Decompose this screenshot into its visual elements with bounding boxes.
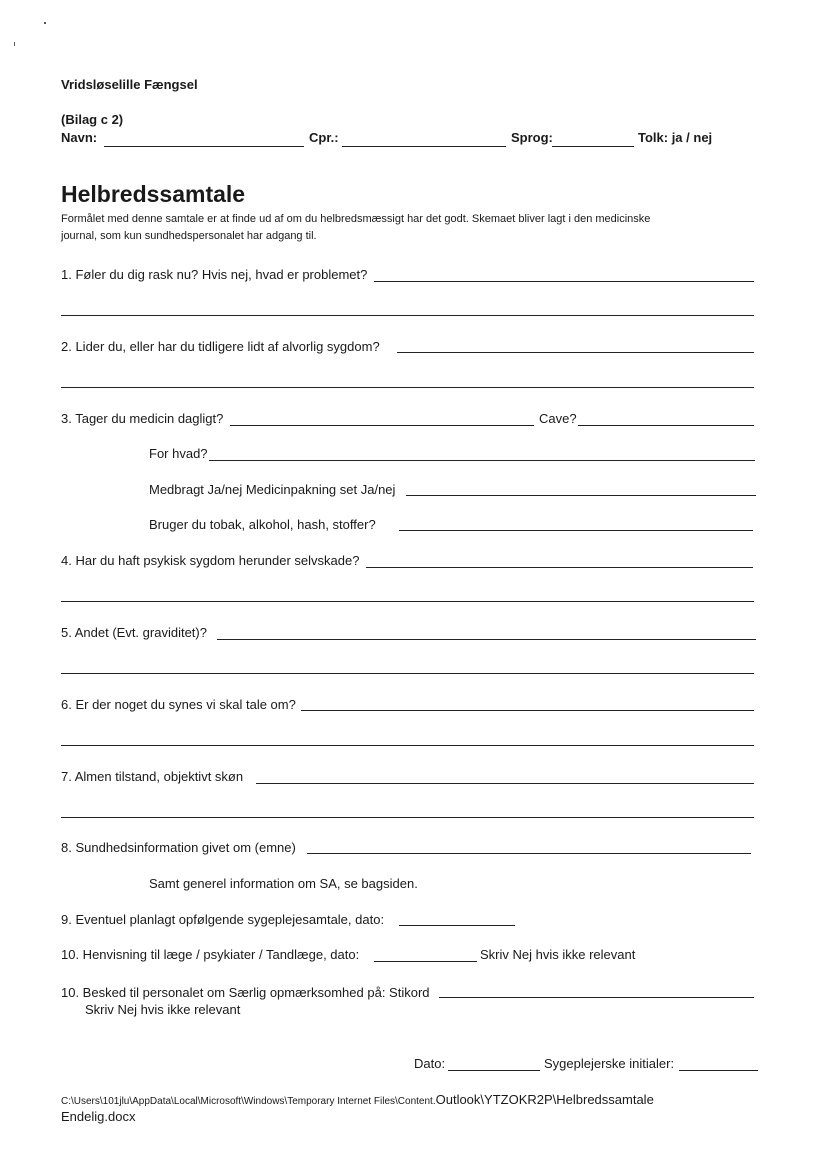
initials-field[interactable]	[679, 1070, 758, 1071]
medicine-brought-field[interactable]	[406, 495, 756, 496]
date-field[interactable]	[448, 1070, 540, 1071]
initials-label: Sygeplejerske initialer:	[544, 1056, 675, 1071]
scan-speck	[14, 42, 15, 46]
answer-1-line[interactable]	[374, 281, 754, 282]
name-field[interactable]	[104, 146, 304, 147]
answer-2-line-2[interactable]	[61, 387, 754, 388]
answer-5-line-2[interactable]	[61, 673, 754, 674]
answer-6-line[interactable]	[301, 710, 754, 711]
referral-date-field[interactable]	[374, 961, 477, 962]
page-title: Helbredssamtale	[61, 181, 246, 207]
answer-6-line-2[interactable]	[61, 745, 754, 746]
language-field[interactable]	[552, 146, 634, 147]
scan-speck	[44, 22, 46, 24]
intro-line-2: journal, som kun sundhedspersonalet har adgang til.	[61, 230, 317, 242]
answer-3-line[interactable]	[230, 425, 534, 426]
medicine-brought-label: Medbragt Ja/nej Medicinpakning set Ja/nej	[149, 482, 396, 497]
answer-1-line-2[interactable]	[61, 315, 754, 316]
answer-4-line[interactable]	[366, 567, 753, 568]
appendix-label: (Bilag c 2)	[61, 112, 124, 127]
general-info-note: Samt generel information om SA, se bagsiden.	[149, 876, 418, 891]
referral-note: Skriv Nej hvis ikke relevant	[480, 947, 636, 962]
name-label: Navn:	[61, 130, 98, 145]
answer-8-line[interactable]	[307, 853, 751, 854]
question-2: 2. Lider du, eller har du tidligere lidt af alvorlig sygdom?	[61, 339, 380, 354]
cave-field[interactable]	[578, 425, 754, 426]
question-4: 4. Har du haft psykisk sygdom herunder selvskade?	[61, 553, 360, 568]
answer-4-line-2[interactable]	[61, 601, 754, 602]
for-what-field[interactable]	[209, 460, 755, 461]
question-5: 5. Andet (Evt. graviditet)?	[61, 625, 207, 640]
institution-name: Vridsløselille Fængsel	[61, 77, 198, 92]
cpr-label: Cpr.:	[309, 130, 339, 145]
question-7: 7. Almen tilstand, objektivt skøn	[61, 769, 244, 784]
question-1: 1. Føler du dig rask nu? Hvis nej, hvad er problemet?	[61, 267, 368, 282]
answer-2-line[interactable]	[397, 352, 754, 353]
file-path-prefix: C:\Users\101jlu\AppData\Local\Microsoft\Windows\Temporary Internet Files\Content.	[61, 1096, 436, 1107]
answer-7-line[interactable]	[256, 783, 754, 784]
file-path-line-1	[61, 1091, 654, 1109]
file-path-suffix: Outlook\YTZOKR2P\Helbredssamtale	[435, 1092, 654, 1107]
intro-line-1: Formålet med denne samtale er at finde ud af om du helbredsmæssigt har det godt. Skemaet bliver lagt i den medicinske	[61, 213, 651, 225]
for-what-label: For hvad?	[149, 446, 208, 461]
cpr-field[interactable]	[342, 146, 506, 147]
cave-label: Cave?	[539, 411, 577, 426]
question-9: 9. Eventuel planlagt opfølgende sygeplejesamtale, dato:	[61, 912, 385, 927]
question-3: 3. Tager du medicin dagligt?	[61, 411, 224, 426]
answer-5-line[interactable]	[217, 639, 756, 640]
file-path-line-2: Endelig.docx	[61, 1109, 136, 1124]
question-6: 6. Er der noget du synes vi skal tale om?	[61, 697, 296, 712]
question-8: 8. Sundhedsinformation givet om (emne)	[61, 840, 296, 855]
interpreter-label: Tolk: ja / nej	[638, 130, 713, 145]
followup-date-field[interactable]	[399, 925, 515, 926]
answer-7-line-2[interactable]	[61, 817, 754, 818]
question-10-referral: 10. Henvisning til læge / psykiater / Tandlæge, dato:	[61, 947, 360, 962]
question-10-staff-message: 10. Besked til personalet om Særlig opmærksomhed på: Stikord	[61, 985, 430, 1000]
substances-field[interactable]	[399, 530, 753, 531]
staff-message-field[interactable]	[439, 997, 754, 998]
language-label: Sprog:	[511, 130, 553, 145]
staff-message-note: Skriv Nej hvis ikke relevant	[85, 1002, 241, 1017]
date-label: Dato:	[414, 1056, 446, 1071]
substances-label: Bruger du tobak, alkohol, hash, stoffer?	[149, 517, 376, 532]
